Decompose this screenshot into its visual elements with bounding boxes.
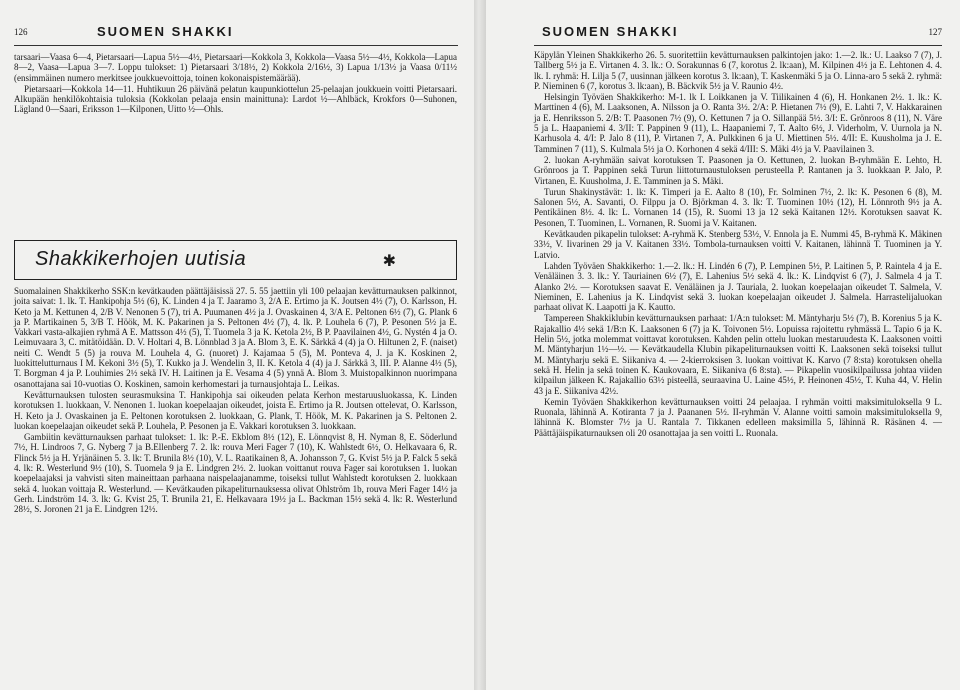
section-banner-title: Shakkikerhojen uutisia [35,248,247,270]
left-page-header [0,24,474,44]
left-body-column [14,286,457,516]
section-banner [14,240,457,280]
left-top-column [14,52,457,116]
header-rule [534,45,942,46]
right-page [486,0,960,690]
paragraph: Turun Shakinystävät: 1. lk: K. Timperi ja E. Aalto 8 (10), Fr. Solminen 7½, 2. lk: K. Pesonen 6 (8), M. Salonen 5½, A. Savanti, O. Filppu ja O. Björkman 4. 3. lk: T. Tuominen 10½ (12), H. Lönnroth 9½ ja A. Pentikäinen 8½. 4. lk: L. Vornanen 14 (15), R. Suomi 13 ja 12 sekä Kaitanen 12½. Korotuksen saavat K. Pesonen, T. Tuominen, L. Vornanen, R. Suomi ja V. Kaitanen. [534,186,942,228]
paragraph: Kevätturnauksen tulosten seurasmuksina T. Hankipohja sai oikeuden pelata Kerhon mestaruusluokassa, K. Linden korotuksen 1. luokkaan, V. Nenonen 1. luokan koepelaajan oikeudet, joista E. Ertimo ja R. Joutsen ottelevat, O. Karlsson, H. Keto ja J. Ovaskainen ja E. Peltonen korotuksen 2. luokkaan, G. Plank, T. Höök, M. K. Pakarinen ja S. Peltonen 2. luokan koepelaajan oikeudet sekä P. Louhela, P. Pesonen ja E. Vakkari korotuksen 3. luokkaan. [14,389,457,431]
page-header-title: SUOMEN SHAKKI [97,24,234,39]
paragraph: Suomalainen Shakkikerho SSK:n kevätkauden päättäjäisissä 27. 5. 55 jaettiin yli 100 pelaajan kevätturnauksen palkinnot, joita saivat: 1. lk. T. Hankipohja 5½ (6), K. Linden 4 ja T. Jaaramo 3, 2/A E. Ertimo ja K. Joutsen 4½ (7), O. Karlsson, H. Keto ja M. Kettunen 4, 2/B V. Nenonen 5 (7), tri A. Puumanen 4½ ja J. Ovaskainen 4, 3/A E. Peltonen 6½ (7), G. Plank 6 ja P. Martikainen 5, 3/B T. Höök, M. K. Pakarinen ja S. Peltonen 4½ (7), 4. lk. P. Louhela 6 (7), P. Pesonen 5½ ja E. Vakkari vasta-alkajien ryhmä A E. Mattsson 4½ (5), T. Tuomela 3 ja K. Ketola 2½, B P. Paavilainen 4½, G. Nystén 4 ja O. Leimuvaara 3, C. mitätöidään. D. V. Holtari 4, B. Lönnblad 3 ja A. Blom 3, E. K. Särkkä 4 (4) ja O. Hiltunen 2, F. (naiset) neiti C. Wendt 5 (5) ja rouva M. Louhela 4, G. (nuoret) J. Kajamaa 5 (5), M. Ponteva 4, J. ja K. Koskinen 2, luokittelutturnaus I M. Kekoni 3½ (5), T. Kukko ja J. Wendelin 3, II. K. Ketola 4 (4) ja J. Särkkä 3, III. P. Alanne 4½ (5), T. Borgman 4 ja P. Louhimies 2½ sekä IV. H. Laitinen ja E. Vesama 4 (5) ynnä A. Blom 3. Muistopalkinnon nuorimpana osanottajana sai 10-vuotias O. Koskinen, samoin kerhomestari ja turnausjohtaja L. Leikas. [14,286,457,389]
page-header-title: SUOMEN SHAKKI [542,24,679,39]
paragraph: 2. luokan A-ryhmään saivat korotuksen T. Paasonen ja O. Kettunen, 2. luokan B-ryhmään E. Lehto, H. Grönroos ja T. Pappinen sekä Turun liittoturnaustuloksen perusteella P. Rantanen ja 3. luokkaan P. Jalo, P. Virtanen, E. Kuusholma, J. E. Tamminen ja S. Mäki. [534,154,942,186]
right-column [534,50,942,439]
paragraph: Pietarsaari—Kokkola 14—11. Huhtikuun 26 päivänä pelatun kaupunkiottelun 25-pelaajan joukkuein voitti Pietarsaari. Alkupään henkilökohtaisia tuloksia (Kokkolan pelaaja ensin mainittuna): Lardot ½—Ahlbäck, Krokfors 0—Suhonen, Lägland 0—Saari, Eriksson 1—Kilponen, Uitto ½—Ohls. [14,83,457,115]
paragraph: Gambiitin kevätturnauksen parhaat tulokset: 1. lk: P.-E. Ekblom 8½ (12), E. Lönnqvist 8, H. Nyman 8, E. Söderlund 7½, H. Lindroos 7, G. Nyberg 7 ja B.Ellenberg 7. 2. lk: rouva Meri Fager 7 (10), K. Wahlstedt 6½, O. Helkavaara 6, R. Flinck 5½ ja H. Yrjänäinen 5. 3. lk: T. Brunila 8½ (10), V. L. Raatikainen 8, A. Johansson 7, G. Kvist 5½ ja P. Falck 5 sekä 4. lk: R. Westerlund 9½ (10), S. Tuomela 9 ja E. Lindgren 2½. 2. luokan voittanut rouva Fager sai korotuksen 1. luokan koepelaajaksi ja vahvisti siten maineittaan parhaana naispelaajanamme, toiseksi tullut Wahlstedt korotuksen 2. luokkaan sekä 4. luokan voittaja R. Westerlund. — Kevätkauden pikapeliturnauksessa olivat Ohlström 1b, rouva Meri Fager 14½ ja Gerh. Lindström 14. 3. lk: G. Kvist 25, T. Brunila 21, E. Helkavaara 19½ ja L. Backman 15½ sekä 4. lk: R. Westerlund 28½, S. Joronen 21 ja E. Lindgren 12½. [14,432,457,515]
paragraph: Kemin Työväen Shakkikerhon kevätturnauksen voitti 24 pelaajaa. I ryhmän voitti maksimituloksella 9 L. Ruonala, lähinnä A. Kotiranta 7 ja J. Paananen 5½. II-ryhmän V. Alanne voitti samoin maksimituloksella 9, lähinnä K. Blomster 7½ ja U. Rantala 7. Tikkanen edelleen maksimilla 5, lähinnä R. Räsänen 4. — Päättäjäispikaturnauksen oli 20 osanottajaa ja sen voitti L. Ruonala. [534,396,942,438]
paragraph: tarsaari—Vaasa 6—4, Pietarsaari—Lapua 5½—4½, Pietarsaari—Kokkola 3, Kokkola—Vaasa 5½—4½, Kokkola—Lapua 8—2, Vaasa—Lapua 3—7. Loppu tulokset: 1) Pietarsaari 3/18½, 2) Kokkola 2/16½, 3) Lapua 1/13½ ja Vaasa 0/11½ (ensimmäinen numero merkitsee joukkuevoittoja, toinen kokonaispistemäärää). [14,52,457,83]
paragraph: Lahden Työväen Shakkikerho: 1.—2. lk.: H. Lindén 6 (7), P. Lempinen 5½, P. Laitinen 5, P. Raintela 4 ja E. Venäläinen 3. 3. lk.: Y. Tauriainen 6½ (7), E. Lahenius 5½ sekä 4. lk.: K. Lindqvist 6 (7), J. Salmela 4 ja T. Alanko 2½. — Korotuksen saavat E. Venäläinen ja J. Tauriala, 2. luokan koepelaajan oikeudet T. Salmela, V. Nieminen, E. Lahenius ja K. Lindqvist sekä 3. luokan koepelaajan oikeudet J. Salmela. Harrastelijaluokan parhaat olivat K. Laapotti ja K. Kautto. [534,260,942,313]
paragraph: Helsingin Työväen Shakkikerho: M-1. lk I. Loikkanen ja V. Tiilikainen 4 (6), H. Honkanen 2½. 1. lk.: K. Marttinen 4 (6), M. Laaksonen, A. Nilsson ja O. Ranta 3½. 2/A: P. Hietanen 7½ (9), E. Lahti 7, V. Hakkarainen ja E. Henriksson 5. 2/B: T. Paasonen 7½ (9), O. Kettunen 7 ja O. Sillanpää 5½. 3/I: E. Grönroos 8 (11), N. Väre 5 ja L. Haapaniemi 4. 3/II: T. Pappinen 9 (11), L. Haapaniemi 7, T. Aalto 6½, J. Viderholm, V. Uurnola ja N. Karhusola 4. 4/I: P. Jalo 8 (11), P. Virtanen 7, A. Pulkkinen 6 ja U. Miettinen 5½. 4/II: E. Kuusholma ja J. E. Tamminen 7 (11), S. Kulmala 5½ ja O. Korhonen 4 sekä 4/III: S. Mäki 4½ ja V. Paavilainen 3. [534,92,942,154]
paragraph: Käpylän Yleinen Shakkikerho 26. 5. suoritettiin kevätturnauksen palkintojen jako: 1.—2. lk.: U. Laakso 7 (7), J. Tallberg 5½ ja E. Virtanen 4. 3. lk.: O. Sorakunnas 6 (7, korotus 2. lk:aan), M. Kilpinen 4½ ja E. Lehtonen 4. 4. lk. I. ryhmä: H. Lilja 5 (7, uusinnan jälkeen korotus 3. lk:aan), T. Kaskenmäki 5 ja O. Linna-aro 5 sekä 2. ryhmä: P. Nieminen 6 (7, korotus 3. lk:aan), B. Bäckvik 5½ ja V. Raunio 4½. [534,50,942,91]
left-page [0,0,474,690]
paragraph: Tampereen Shakkiklubin kevätturnauksen parhaat: 1/A:n tulokset: M. Mäntyharju 5½ (7), B. Korenius 5 ja K. Rajakallio 4½ sekä 1/B:n K. Laaksonen 6 (7) ja K. Toivonen 5½. Lopuissa rajoitettu ryhmässä L. Tapio 6 ja K. Helin 5½, jotka molemmat voittavat korotuksen. Kahden pelin ottelu luokan mestaruudesta K. Laaksonen voitti M. Mäntyharjun 1½—½. — Kevätkaudella Klubin pikapeliturnauksen voitti K. Laaksonen sekä toiseksi tullut M. Mäntyharju sekä E. Siikaniva 4. — 2-kierroksisen 3. luokan voittivat K. Karvo (7 8:sta) korotuksen ohella sekä H. Helin ja sekä toinen K. Kaukovaara, E. Siikaniva (6 8:sta). — Pikapelin vuosikilpailussa johtaa viiden kilpailun jälkeen K. Rajakallio 63½ pisteellä, seuraavina U. Laine 45½, P. Heinonen 45½, T. Kuha 44, V. Helin 43 ja E. Siikaniva 42½. [534,313,942,396]
page-number: 127 [928,27,942,37]
right-page-header [486,24,960,44]
page-number: 126 [14,27,28,37]
star-icon: ✱ [382,253,396,270]
page-gutter [474,0,486,690]
paragraph: Kevätkauden pikapelin tulokset: A-ryhmä K. Stenberg 53½, V. Ennola ja E. Nummi 45, B-ryhmä K. Mäkinen 33½, V. Iivarinen 29 ja V. Kaitanen 33½. Tombola-turnauksen voitti V. Kaitanen, lähinnä T. Tuominen ja Y. Latvio. [534,229,942,260]
header-rule [14,45,458,46]
